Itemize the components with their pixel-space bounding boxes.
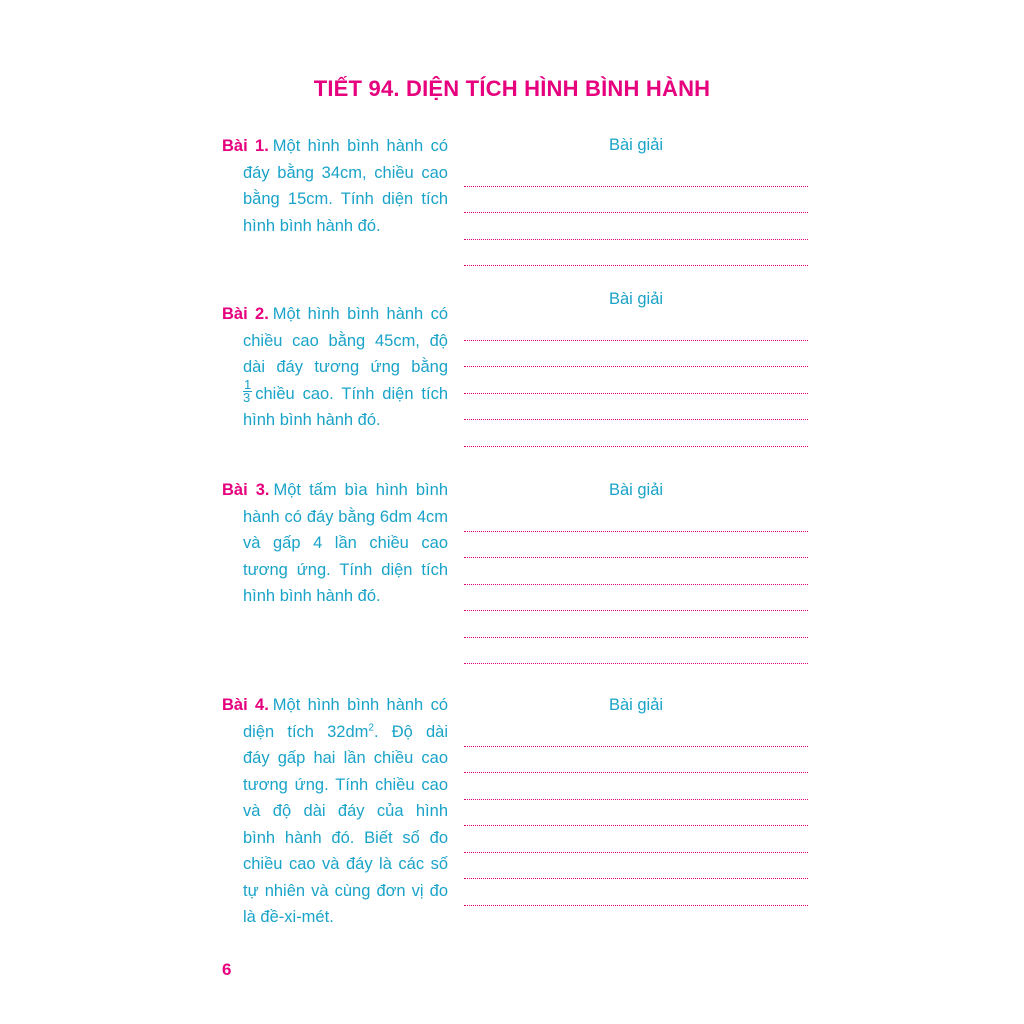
problem-1-line-3: bằng 15cm. Tính diện tích: [243, 190, 448, 208]
problem-3-label: Bài 3.: [222, 481, 270, 499]
answer-line[interactable]: [464, 240, 808, 267]
answer-lines[interactable]: [464, 720, 808, 906]
problem-4-label: Bài 4.: [222, 696, 269, 714]
problem-2-line-2: chiều cao bằng 45cm, độ: [243, 331, 448, 350]
fraction-one-third: $\frac{1}{3}$: [243, 376, 252, 405]
answer-line[interactable]: [464, 160, 808, 187]
problem-4-line-8: tự nhiên và cùng đơn vị đo: [243, 881, 448, 900]
solution-heading: Bài giải: [608, 136, 664, 154]
page-title: TIẾT 94. DIỆN TÍCH HÌNH BÌNH HÀNH: [313, 76, 711, 101]
answer-line[interactable]: [464, 532, 808, 559]
answer-line[interactable]: [464, 187, 808, 214]
problem-4-line-9: là đề-xi-mét.: [243, 908, 334, 926]
problem-3-line-4: tương ứng. Tính diện tích: [243, 560, 448, 579]
answer-line[interactable]: [464, 773, 808, 800]
problem-1-line-4: hình bình hành đó.: [243, 216, 381, 235]
problem-3-line-3: và gấp 4 lần chiều cao: [243, 534, 448, 552]
answer-line[interactable]: [464, 800, 808, 827]
answer-line[interactable]: [464, 367, 808, 394]
problem-4-line-5: và độ dài đáy của hình: [243, 802, 448, 820]
solution-3: [464, 479, 808, 664]
problem-2-line-5: hình bình hành đó.: [243, 411, 381, 429]
problem-3-line-5: hình bình hành đó.: [243, 587, 381, 605]
answer-line[interactable]: [464, 638, 808, 665]
problem-2-line-4: $\frac{1}{3}$ chiều cao. Tính diện tích: [243, 376, 448, 405]
problem-1-line-2: đáy bằng 34cm, chiều cao: [243, 163, 448, 182]
answer-line[interactable]: [464, 314, 808, 341]
problem-1: [222, 133, 448, 239]
solution-heading: Bài giải: [608, 290, 664, 308]
problem-4-line-6: bình hành đó. Biết số đo: [243, 828, 448, 847]
problem-2-line-3: dài đáy tương ứng bằng: [243, 358, 448, 376]
problem-3: [222, 477, 448, 610]
answer-line[interactable]: [464, 558, 808, 585]
problem-2-line-1: Bài 2. Một hình bình hành có: [222, 305, 448, 323]
solution-4: [464, 694, 808, 906]
problem-4-line-2: diện tích $32dm^2$. Độ dài: [243, 722, 448, 741]
problem-4-line-4: tương ứng. Tính chiều cao: [243, 775, 448, 794]
solution-heading: Bài giải: [608, 696, 664, 714]
answer-line[interactable]: [464, 420, 808, 447]
answer-line[interactable]: [464, 505, 808, 532]
problem-4-line-1: Bài 4. Một hình bình hành có: [222, 696, 448, 714]
problem-3-line-2: hành có đáy bằng 6dm 4cm: [243, 507, 448, 526]
problem-1-label: Bài 1.: [222, 137, 269, 155]
problem-3-line-1: Bài 3. Một tấm bìa hình bình: [222, 481, 448, 499]
solution-1: [464, 134, 808, 266]
problem-1-line-1: Bài 1. Một hình bình hành có: [222, 137, 448, 155]
problem-4-line-3: đáy gấp hai lần chiều cao: [243, 749, 448, 767]
solution-2: [464, 288, 808, 447]
problem-4-line-7: chiều cao và đáy là các số: [243, 855, 448, 873]
answer-lines[interactable]: [464, 314, 808, 447]
answer-line[interactable]: [464, 747, 808, 774]
answer-line[interactable]: [464, 879, 808, 906]
answer-lines[interactable]: [464, 505, 808, 664]
answer-line[interactable]: [464, 853, 808, 880]
answer-line[interactable]: [464, 826, 808, 853]
answer-line[interactable]: [464, 213, 808, 240]
answer-line[interactable]: [464, 611, 808, 638]
answer-line[interactable]: [464, 720, 808, 747]
answer-lines[interactable]: [464, 160, 808, 266]
problem-2: [222, 301, 448, 434]
page-number: 6: [222, 960, 232, 979]
superscript-2: 2: [368, 722, 374, 733]
answer-line[interactable]: [464, 341, 808, 368]
solution-heading: Bài giải: [608, 481, 664, 499]
answer-line[interactable]: [464, 585, 808, 612]
answer-line[interactable]: [464, 394, 808, 421]
problem-2-label: Bài 2.: [222, 305, 269, 323]
problem-4: [222, 692, 448, 931]
